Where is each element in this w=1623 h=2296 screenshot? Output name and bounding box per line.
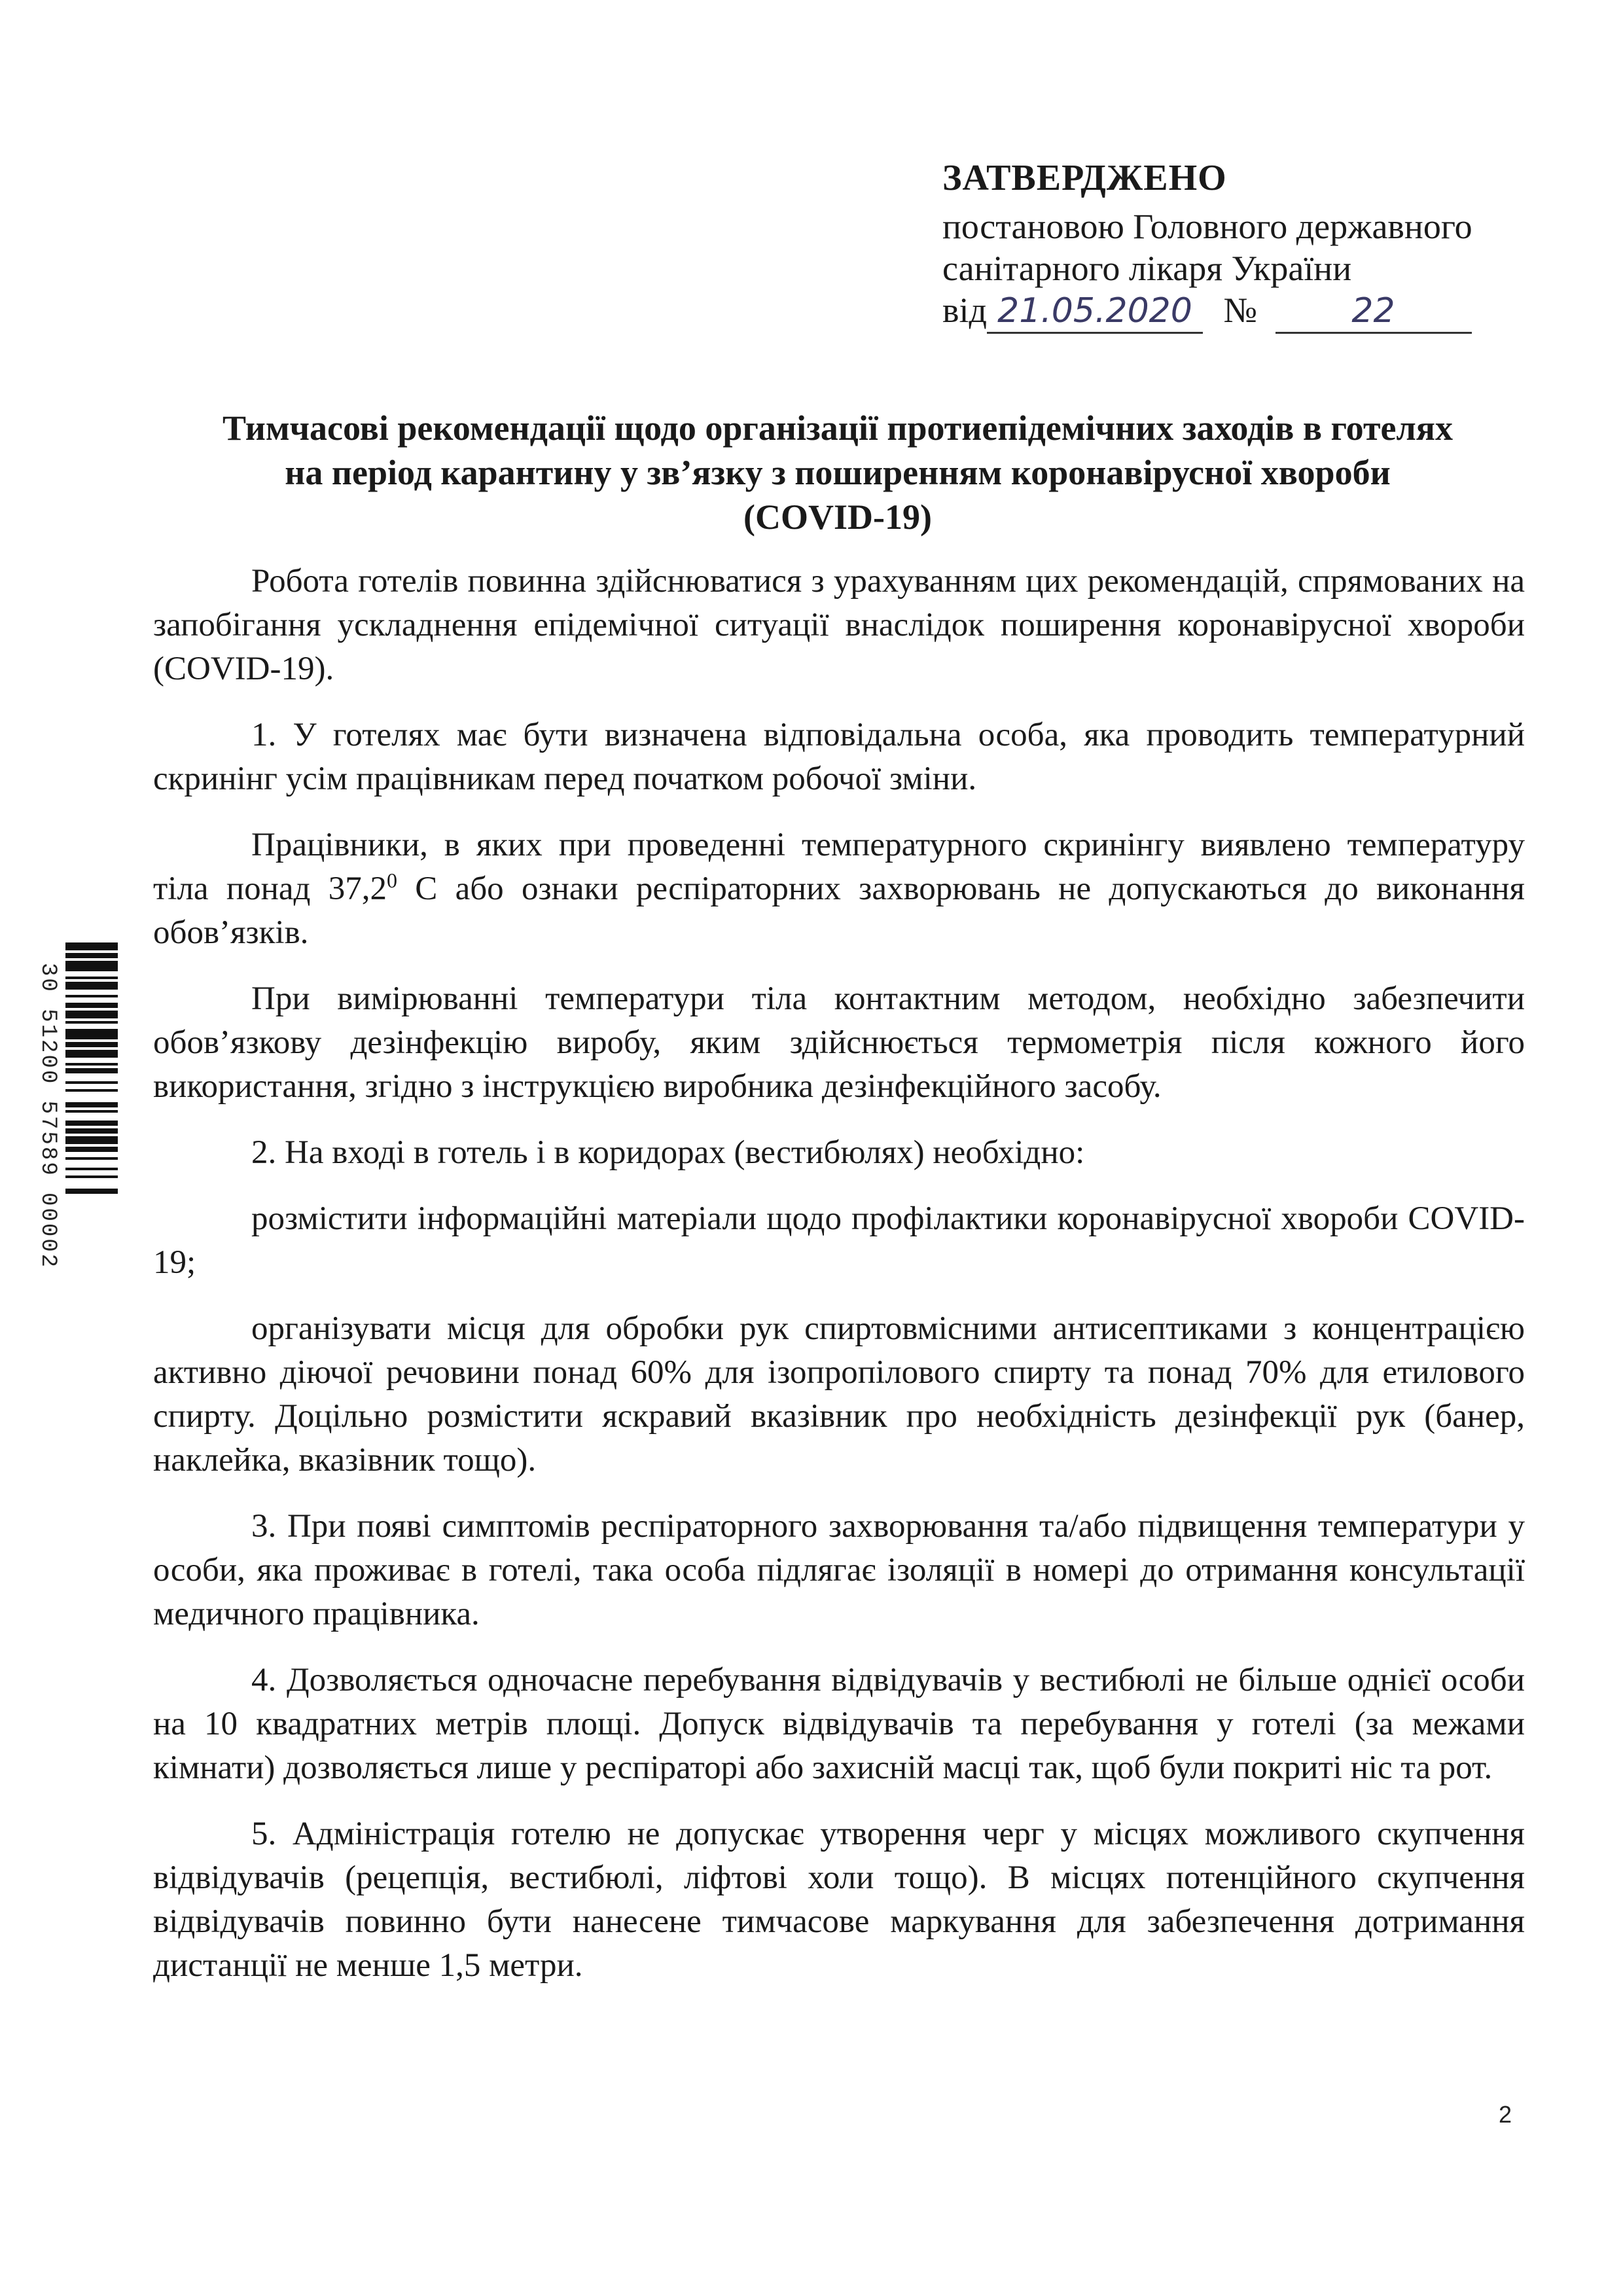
paragraph-9: 5. Адміністрація готелю не допускає утворення черг у місцях можливого скупчення відвідувачів (рецепція, вестибюлі, ліфтові холи тощо). В місцях потенційного скупчення відвідувачів повинно бути нанесене тимчасове маркування для забезпечення дотримання дистанції не менше 1,5 метри. bbox=[153, 1816, 1525, 1984]
document-title bbox=[151, 406, 1525, 539]
title-line-3: (COVID-19) bbox=[743, 497, 932, 537]
barcode-bar bbox=[65, 1128, 118, 1134]
paragraph-6: організувати місця для обробки рук спиртовмісними антисептиками з концентрацією активно діючої речовини понад 60% для ізопропілового спирту та понад 70% для етилового спирту. Доцільно розмістити яскравий вказівник про необхідність дезінфекції рук (банер, наклейка, вказівник тощо). bbox=[153, 1310, 1525, 1479]
date-field bbox=[987, 289, 1203, 334]
barcode-bar bbox=[65, 1011, 118, 1018]
barcode-bar bbox=[65, 982, 118, 990]
barcode-bar bbox=[65, 1029, 118, 1039]
barcode-bar bbox=[65, 1050, 118, 1058]
barcode-bar bbox=[65, 1081, 118, 1084]
barcode-bar bbox=[65, 1063, 118, 1066]
barcode-bar bbox=[65, 953, 118, 958]
barcode-bar bbox=[65, 1068, 118, 1073]
barcode-digits: 30 51200 57589 00002 bbox=[35, 962, 60, 1270]
approval-stamp bbox=[942, 151, 1531, 334]
barcode-bar bbox=[65, 942, 118, 950]
barcode-bar bbox=[65, 1189, 118, 1194]
paragraph-8: 4. Дозволяється одночасне перебування відвідувачів у вестибюлі не більше однієї особи на 10 квадратних метрів площі. Допуск відвідувачів та перебування у готелі (за межами кімнати) дозволяється лише у респіраторі або захисній масці так, щоб були покриті ніс та рот. bbox=[153, 1662, 1525, 1786]
title-line-1: Тимчасові рекомендації щодо організації протиепідемічних заходів в готелях bbox=[223, 408, 1453, 448]
handwritten-number: 22 bbox=[1351, 291, 1395, 331]
paragraph-2-a: Працівники, в яких при проведенні температурного скринінгу виявлено температуру тіла понад 37,2 bbox=[153, 827, 1525, 907]
title-line-2: на період карантину у зв’язку з поширенням коронавірусної хвороби bbox=[285, 453, 1391, 492]
approval-date-line bbox=[942, 289, 1531, 334]
barcode-bar bbox=[65, 1110, 118, 1113]
barcode-bar bbox=[65, 1136, 118, 1144]
number-prefix: № bbox=[1223, 291, 1258, 330]
paragraph-5: розмістити інформаційні матеріали щодо профілактики коронавірусної хвороби COVID-19; bbox=[153, 1200, 1525, 1281]
barcode-bar bbox=[65, 1089, 118, 1092]
paragraph-7: 3. При появі симптомів респіраторного захворювання та/або підвищення температури у особи, яка проживає в готелі, така особа підлягає ізоляції в номері до отримання консультації медичного працівника. bbox=[153, 1508, 1525, 1632]
degree-superscript: 0 bbox=[387, 869, 398, 892]
barcode-bar bbox=[65, 961, 118, 971]
barcode-bar bbox=[65, 1147, 118, 1152]
paragraph-3: При вимірюванні температури тіла контактним методом, необхідно забезпечити обов’язкову дезінфекцію виробу, яким здійснюється термометрія після кожного його використання, згідно з інструкцією виробника дезінфекційного засобу. bbox=[153, 980, 1525, 1105]
number-field bbox=[1275, 289, 1472, 334]
barcode-bar bbox=[65, 995, 118, 997]
approval-title: ЗАТВЕРДЖЕНО bbox=[942, 158, 1227, 198]
approval-line-1: постановою Головного державного bbox=[942, 207, 1472, 246]
document-body bbox=[153, 560, 1525, 2010]
paragraph-intro: Робота готелів повинна здійснюватися з урахуванням цих рекомендацій, спрямованих на запобігання ускладнення епідемічної ситуації внаслідок поширення коронавірусної хвороби (COVID-19). bbox=[153, 563, 1525, 687]
barcode-bar bbox=[65, 1157, 118, 1160]
barcode-bar bbox=[65, 1175, 118, 1178]
barcode-bar bbox=[65, 977, 118, 979]
barcode-bar bbox=[65, 1102, 118, 1107]
approval-line-2: санітарного лікаря України bbox=[942, 249, 1352, 288]
paragraph-1: 1. У готелях має бути визначена відповідальна особа, яка проводить температурний скринінг усім працівникам перед початком робочої зміни. bbox=[153, 717, 1525, 797]
paragraph-2 bbox=[153, 823, 1525, 955]
paragraph-4: 2. На вході в готель і в коридорах (вестибюлях) необхідно: bbox=[251, 1134, 1085, 1171]
handwritten-date: 21.05.2020 bbox=[997, 291, 1192, 331]
barcode-bar bbox=[65, 1121, 118, 1126]
barcode bbox=[65, 942, 118, 1296]
page-number: 2 bbox=[1499, 2101, 1512, 2128]
barcode-bar bbox=[65, 1003, 118, 1008]
barcode-bar bbox=[65, 1168, 118, 1170]
barcode-bar bbox=[65, 1021, 118, 1024]
barcode-bar bbox=[65, 1042, 118, 1047]
paragraph-2-b: С або ознаки респіраторних захворювань не допускаються до виконання обов’язків. bbox=[153, 870, 1525, 951]
date-prefix: від bbox=[942, 291, 987, 330]
